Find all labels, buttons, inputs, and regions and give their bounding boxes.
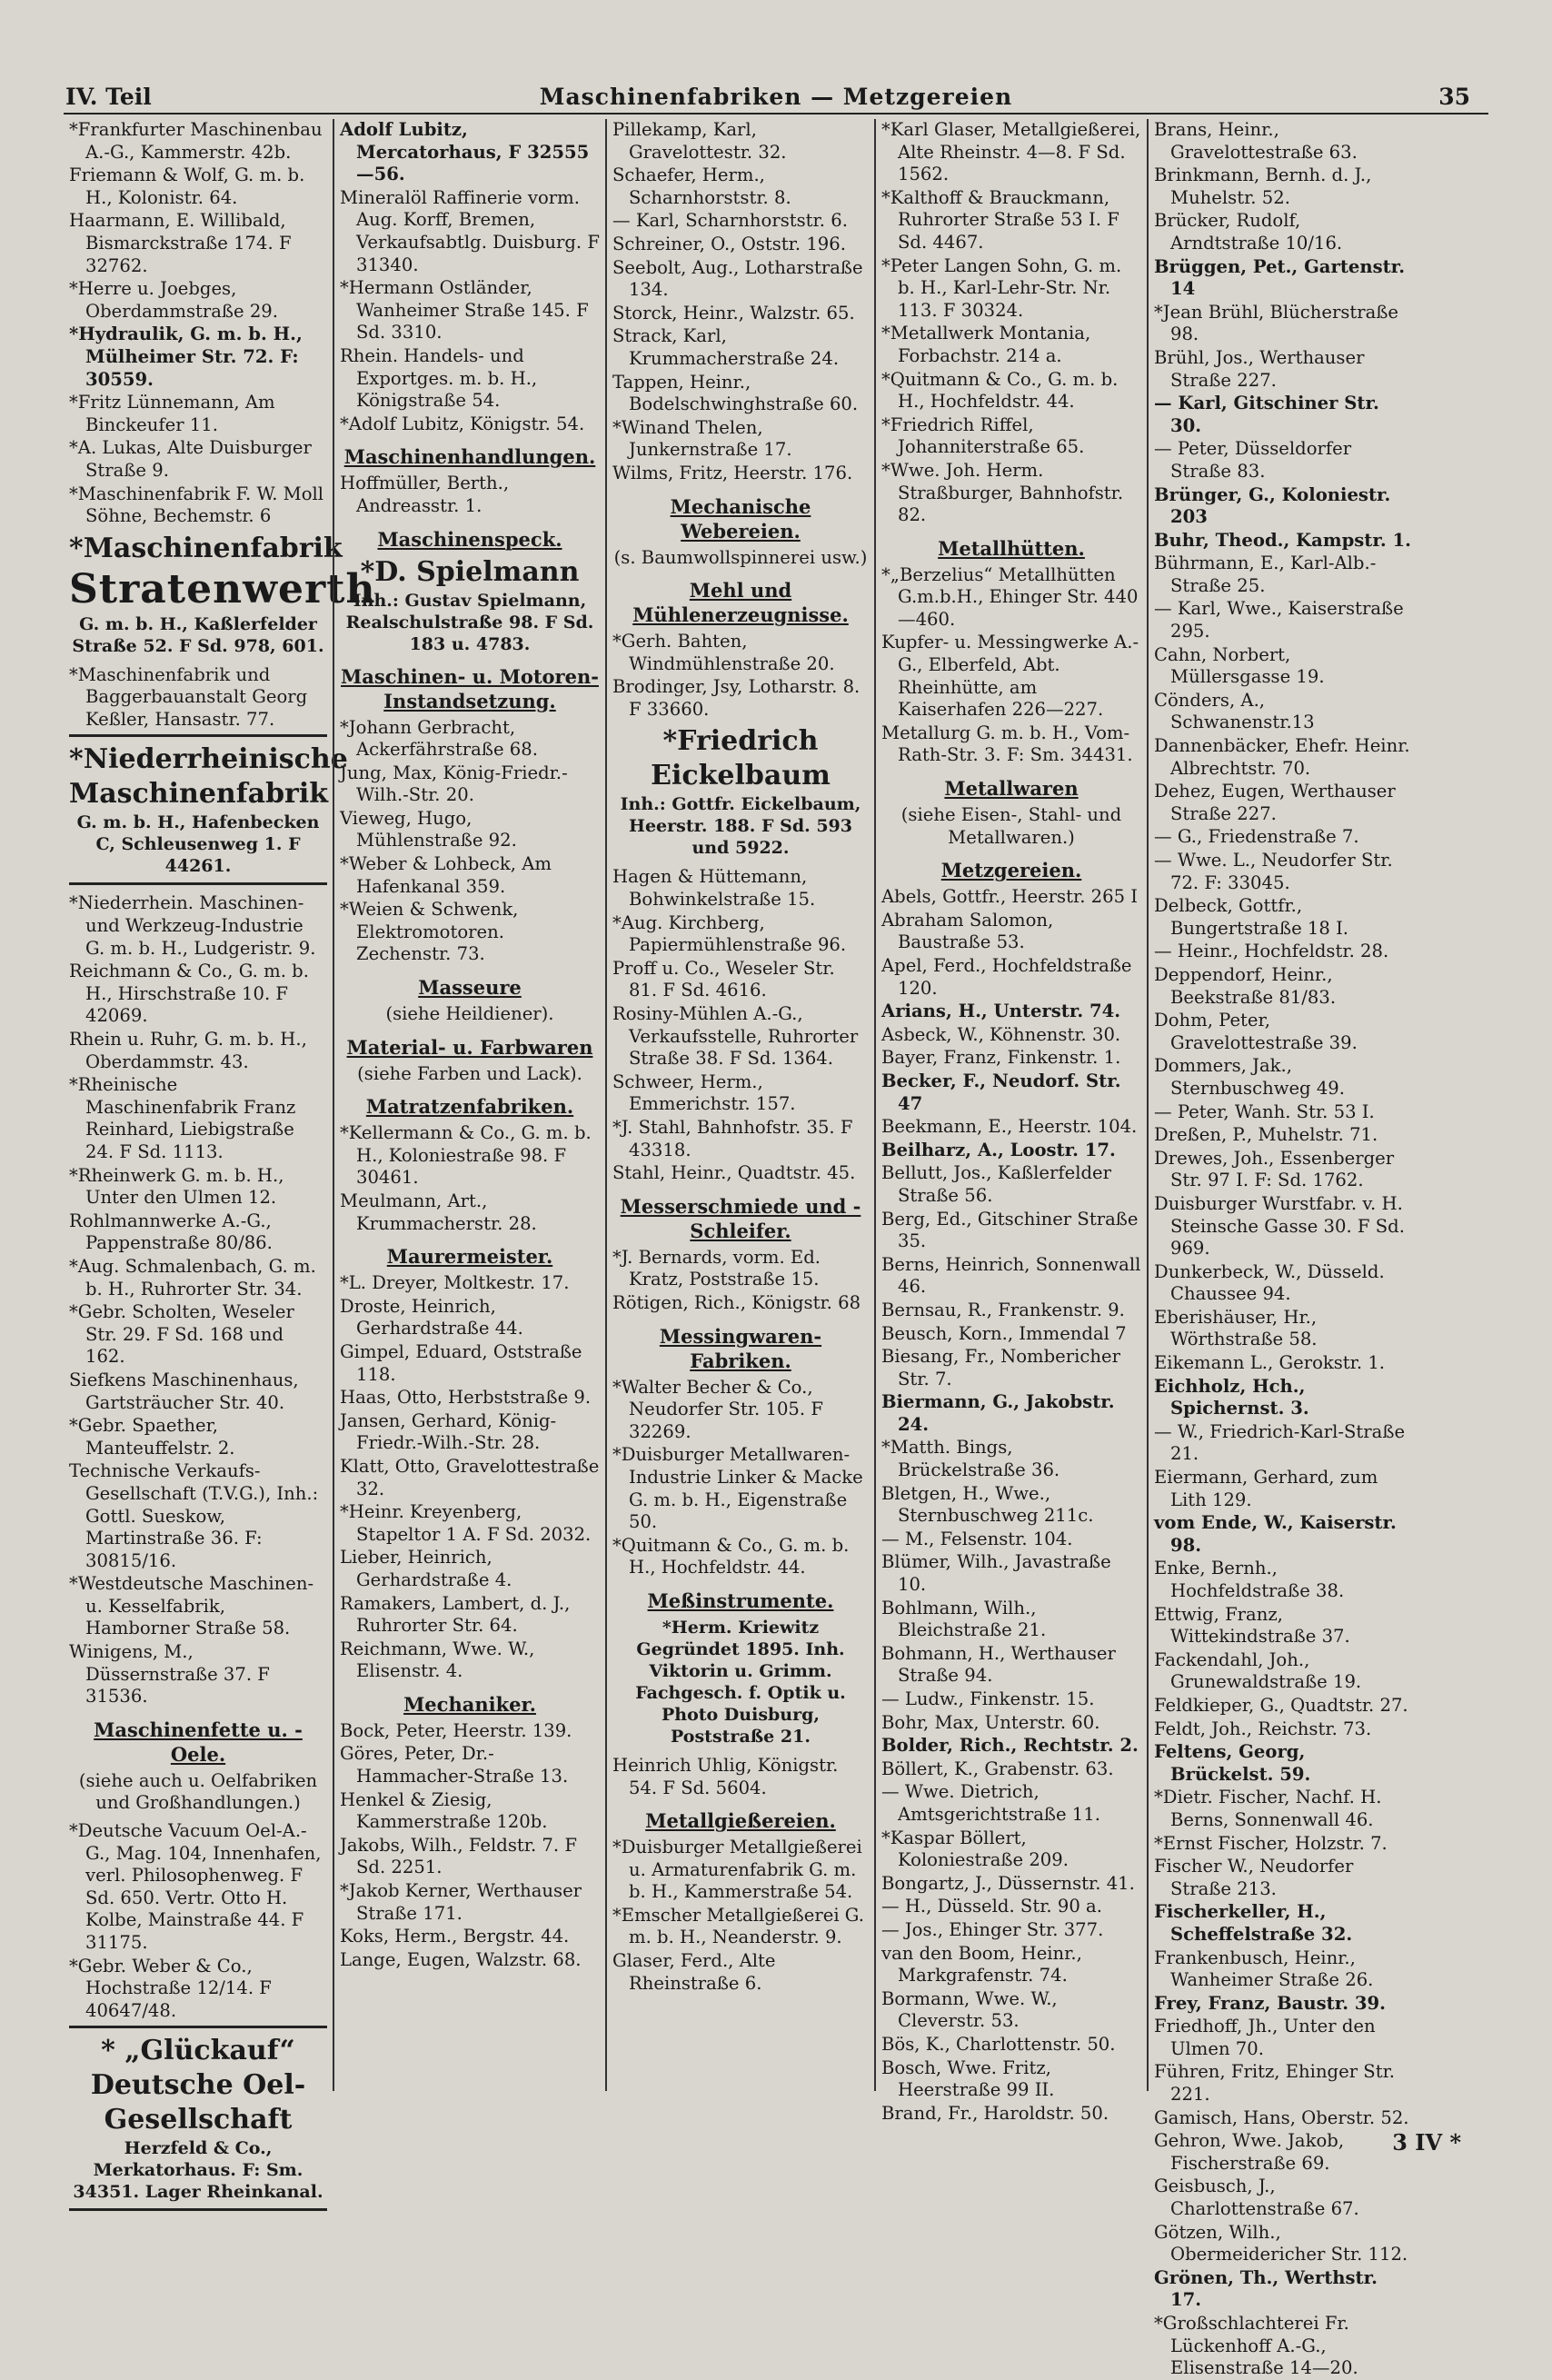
header-rule [64, 113, 1488, 115]
directory-entry: Biermann, G., Jakobstr. 24. [881, 1391, 1115, 1435]
directory-entry: *Walter Becher & Co., Neudorfer Str. 105. F 32269. [612, 1376, 823, 1442]
directory-entry: Wilms, Fritz, Heerstr. 176. [612, 462, 853, 483]
directory-entry: Rosiny-Mühlen A.-G., Verkaufsstelle, Ruhrorter Straße 38. F Sd. 1364. [612, 1003, 859, 1070]
directory-entry: Bormann, Wwe. W., Cleverstr. 53. [881, 1987, 1058, 2032]
directory-entry: Schweer, Herm., Emmerichstr. 157. [612, 1071, 796, 1115]
section-heading: Metzgereien. [940, 859, 1082, 882]
directory-entry: Haas, Otto, Herbststraße 9. [340, 1387, 592, 1409]
directory-entry: Dommers, Jak., Sternbuschweg 49. [1154, 1055, 1345, 1099]
directory-entry: Bongartz, J., Düssernstr. 41. [881, 1872, 1135, 1894]
directory-entry: Brühl, Jos., Werthauser Straße 227. [1154, 346, 1365, 391]
directory-entry: — G., Friedenstraße 7. [1154, 826, 1359, 848]
section-heading: Messerschmiede und -Schleifer. [620, 1194, 861, 1242]
directory-entry: Buhr, Theod., Kampstr. 1. [1154, 529, 1411, 551]
directory-entry: *Heinr. Kreyenberg, Stapeltor 1 A. F Sd. 2032. [340, 1501, 592, 1545]
directory-entry: Brücker, Rudolf, Arndtstraße 10/16. [1154, 210, 1343, 254]
advertisement-details: Inh.: Gottfr. Eickelbaum, Heerstr. 188. F Sd. 593 und 5922. [620, 794, 861, 859]
directory-entry: — Jos., Ehinger Str. 377. [881, 1918, 1104, 1940]
directory-entry: *Adolf Lubitz, Königstr. 54. [340, 413, 585, 434]
directory-entry: *Emscher Metallgießerei G. m. b. H., Neanderstr. 9. [612, 1904, 864, 1948]
directory-entry: Jung, Max, König-Friedr.-Wilh.-Str. 20. [340, 762, 568, 806]
section-heading: Messingwaren-Fabriken. [659, 1324, 822, 1372]
section-heading: Maschinenhandlungen. [343, 445, 596, 469]
directory-entry: *Rheinwerk G. m. b. H., Unter den Ulmen 12. [69, 1164, 284, 1209]
directory-entry: Siefkens Maschinenhaus, Gartsträucher Str. 40. [69, 1369, 299, 1413]
directory-entry: *Rheinische Maschinenfabrik Franz Reinhard, Liebigstraße 24. F Sd. 1113. [69, 1074, 296, 1162]
directory-entry: Asbeck, W., Köhnenstr. 30. [881, 1023, 1121, 1045]
directory-entry: Fischerkeller, H., Scheffelstraße 32. [1154, 1901, 1353, 1945]
section-heading: Metallgießereien. [645, 1809, 836, 1833]
directory-entry: *A. Lukas, Alte Duisburger Straße 9. [69, 437, 312, 481]
directory-entry: Dohm, Peter, Gravelottestraße 39. [1154, 1010, 1358, 1053]
directory-entry: — Heinr., Hochfeldstr. 28. [1154, 941, 1389, 962]
directory-entry: Eberishäuser, Hr., Wörthstraße 58. [1154, 1306, 1318, 1350]
cross-reference-note: (siehe Farben und Lack). [357, 1062, 582, 1084]
directory-entry: Seebolt, Aug., Lotharstraße 134. [612, 256, 863, 301]
page-footer-signature: 3 IV * [1392, 2129, 1461, 2156]
directory-entry: Lieber, Heinrich, Gerhardstraße 4. [340, 1547, 512, 1590]
column-4 [874, 119, 1147, 2124]
directory-entry: Bock, Peter, Heerstr. 139. [340, 1719, 572, 1741]
directory-entry: Rhein. Handels- und Exportges. m. b. H., Königstraße 54. [340, 344, 538, 412]
directory-entry: vom Ende, W., Kaiserstr. 98. [1154, 1512, 1397, 1556]
directory-entry: Brodinger, Jsy, Lotharstr. 8. F 33660. [612, 676, 861, 720]
directory-entry: *Karl Glaser, Metallgießerei, Alte Rheinstr. 4—8. F Sd. 1562. [881, 119, 1141, 185]
column-1 [64, 119, 376, 2203]
advertisement-block [612, 724, 869, 859]
directory-entry: Deppendorf, Heinr., Beekstraße 81/83. [1154, 963, 1337, 1008]
cross-reference-note: (s. Baumwollspinnerei usw.) [613, 546, 868, 568]
directory-entry: Pillekamp, Karl, Gravelottestr. 32. [612, 119, 787, 163]
directory-entry: Duisburger Wurstfabr. v. H. Steinsche Gasse 30. F Sd. 969. [1154, 1192, 1405, 1260]
header-part-label: IV. Teil [65, 84, 152, 110]
directory-entry: Beilharz, A., Loostr. 17. [881, 1139, 1116, 1160]
directory-entry: Führen, Fritz, Ehinger Str. 221. [1154, 2061, 1396, 2106]
page-header [64, 80, 1488, 116]
directory-entry: Delbeck, Gottfr., Bungertstraße 18 I. [1154, 895, 1349, 939]
directory-entry: Eikemann L., Gerokstr. 1. [1154, 1352, 1386, 1374]
directory-entry: *Deutsche Vacuum Oel-A.-G., Mag. 104, Innenhafen, verl. Philosophenweg. F Sd. 650. Vertr. Otto H. Kolbe, Mainstraße 44. F 31175. [69, 1820, 322, 1953]
directory-entry: Schreiner, O., Oststr. 196. [612, 233, 846, 254]
directory-entry: Vieweg, Hugo, Mühlenstraße 92. [340, 807, 517, 851]
column-5 [1147, 119, 1418, 2379]
advertisement-details: G. m. b. H., Kaßlerfelder Straße 52. F Sd. 978, 601. [72, 613, 324, 656]
column-2 [333, 119, 605, 2091]
directory-entry: Göres, Peter, Dr.-Hammacher-Straße 13. [340, 1743, 569, 1787]
directory-entry: *Hermann Ostländer, Wanheimer Straße 145. F Sd. 3310. [340, 277, 589, 344]
section-heading: Maschinen- u. Motoren-Instandsetzung. [341, 664, 599, 712]
directory-entry: *J. Bernards, vorm. Ed. Kratz, Poststraße 15. [612, 1246, 821, 1290]
directory-entry: Haarmann, E. Willibald, Bismarckstraße 174. F 32762. [69, 210, 292, 276]
directory-entry: Ramakers, Lambert, d. J., Ruhrorter Str. 64. [340, 1592, 571, 1637]
directory-entry: — Wwe. L., Neudorfer Str. 72. F: 33045. [1154, 850, 1393, 893]
directory-entry: Bellutt, Jos., Kaßlerfelder Straße 56. [881, 1162, 1111, 1206]
directory-entry: Klatt, Otto, Gravelottestraße 32. [340, 1455, 600, 1499]
directory-entry: Reichmann, Wwe. W., Elisenstr. 4. [340, 1638, 535, 1682]
directory-entry: *Frankfurter Maschinenbau A.-G., Kammerstr. 42b. [69, 119, 323, 163]
directory-entry: *Jakob Kerner, Werthauser Straße 171. [340, 1880, 582, 1924]
directory-entry: Tappen, Heinr., Bodelschwinghstraße 60. [612, 371, 859, 415]
cross-reference-note: (siehe auch u. Oelfabriken und Großhandlungen.) [78, 1769, 318, 1814]
directory-entry: Kupfer- u. Messingwerke A.-G., Elberfeld, Abt. Rheinhütte, am Kaiserhafen 226—227. [881, 632, 1139, 721]
directory-entry: Bohr, Max, Unterstr. 60. [881, 1711, 1100, 1733]
directory-entry: Mineralöl Raffinerie vorm. Aug. Korff, Bremen, Verkaufsabtlg. Duisburg. F 31340. [340, 186, 600, 275]
directory-entry: Henkel & Ziesig, Kammerstraße 120b. [340, 1788, 548, 1833]
directory-entry: Rötigen, Rich., Königstr. 68 [612, 1291, 861, 1313]
directory-entry: *Winand Thelen, Junkernstraße 17. [612, 416, 792, 461]
directory-entry: Friedhoff, Jh., Unter den Ulmen 70. [1154, 2016, 1376, 2059]
directory-entry: Bührmann, E., Karl-Alb.-Straße 25. [1154, 553, 1377, 596]
directory-entry: Eichholz, Hch., Spichernst. 3. [1154, 1375, 1309, 1419]
directory-entry: Apel, Ferd., Hochfeldstraße 120. [881, 955, 1132, 999]
advertisement-details: Inh.: Gustav Spielmann, Realschulstraße 98. F Sd. 183 u. 4783. [345, 590, 594, 654]
directory-entry: *Peter Langen Sohn, G. m. b. H., Karl-Lehr-Str. Nr. 113. F 30324. [881, 254, 1122, 321]
section-heading: Masseure [418, 976, 522, 1000]
advertisement-block [69, 532, 376, 657]
directory-entry: Beekmann, E., Heerstr. 104. [881, 1116, 1138, 1138]
section-heading: Maurermeister. [386, 1245, 553, 1269]
directory-entry: *Gebr. Weber & Co., Hochstraße 12/14. F 40647/48. [69, 1955, 272, 2021]
directory-entry: Bletgen, H., Wwe., Sternbuschweg 211c. [881, 1482, 1094, 1527]
directory-entry: *Kalthoff & Brauckmann, Ruhrorter Straße 53 I. F Sd. 4467. [881, 186, 1119, 253]
column-3 [605, 119, 874, 2091]
advertisement-details: Herzfeld & Co., Merkatorhaus. F: Sm. 34351. Lager Rheinkanal. [73, 2138, 323, 2203]
directory-entry: Feldkieper, G., Quadtstr. 27. [1154, 1694, 1408, 1716]
advertisement-block [340, 555, 600, 655]
directory-entry: Abraham Salomon, Baustraße 53. [881, 909, 1054, 953]
directory-entry: Gehron, Wwe. Jakob, Fischerstraße 69. [1154, 2130, 1345, 2174]
section-heading: Maschinenfette u. -Oele. [94, 1718, 303, 1766]
directory-entry: Bös, K., Charlottenstr. 50. [881, 2033, 1116, 2055]
advertisement-name: *Maschinenfabrik [69, 532, 343, 564]
directory-entry: *Quitmann & Co., G. m. b. H., Hochfeldstr. 44. [881, 368, 1119, 413]
directory-entry: Schaefer, Herm., Scharnhorststr. 8. [612, 164, 791, 208]
directory-entry: Bernsau, R., Frankenstr. 9. [881, 1299, 1125, 1320]
directory-entry: Meulmann, Art., Krummacherstr. 28. [340, 1190, 537, 1234]
directory-entry: Cahn, Norbert, Müllersgasse 19. [1154, 643, 1325, 688]
directory-entry: *Großschlachterei Fr. Lückenhoff A.-G., Elisenstraße 14—20. [1154, 2313, 1358, 2379]
directory-entry: Dunkerbeck, W., Düsseld. Chaussee 94. [1154, 1260, 1385, 1305]
section-heading: Metallwaren [944, 777, 1079, 801]
directory-entry: Strack, Karl, Krummacherstraße 24. [612, 325, 840, 369]
advertisement-block [612, 1617, 869, 1748]
directory-entry: *Jean Brühl, Blücherstraße 98. [1154, 301, 1399, 345]
directory-entry: *Fritz Lünnemann, Am Binckeufer 11. [69, 392, 275, 435]
directory-entry: Rhein u. Ruhr, G. m. b. H., Oberdammstr. 43. [69, 1029, 307, 1072]
directory-entry: Friemann & Wolf, G. m. b. H., Kolonistr. 64. [69, 164, 305, 208]
directory-entry: *Duisburger Metallgießerei u. Armaturenfabrik G. m. b. H., Kammerstraße 54. [612, 1837, 862, 1903]
directory-entry: Fischer W., Neudorfer Straße 213. [1154, 1856, 1354, 1899]
directory-entry: *Aug. Schmalenbach, G. m. b. H., Ruhrorter Str. 34. [69, 1255, 316, 1300]
directory-entry: *Hydraulik, G. m. b. H., Mülheimer Str. 72. F: 30559. [69, 324, 303, 390]
directory-entry: *Aug. Kirchberg, Papiermühlenstraße 96. [612, 911, 847, 956]
advertisement-block [69, 2026, 327, 2211]
directory-entry: — M., Felsenstr. 104. [881, 1528, 1073, 1549]
directory-entry: Bohlmann, Wilh., Bleichstraße 21. [881, 1597, 1047, 1641]
cross-reference-note: (siehe Heildiener). [385, 1003, 554, 1025]
directory-entry: Brand, Fr., Haroldstr. 50. [881, 2102, 1109, 2124]
directory-entry: *Quitmann & Co., G. m. b. H., Hochfeldstr. 44. [612, 1534, 850, 1578]
directory-entry: Enke, Bernh., Hochfeldstraße 38. [1154, 1558, 1345, 1601]
directory-entry: Bolder, Rich., Rechtstr. 2. [881, 1735, 1139, 1757]
directory-entry: van den Boom, Heinr., Markgrafenstr. 74. [881, 1942, 1082, 1987]
directory-entry: Ettwig, Franz, Wittekindstraße 37. [1154, 1603, 1350, 1648]
directory-entry: *Niederrhein. Maschinen- und Werkzeug-Industrie G. m. b. H., Ludgeristr. 9. [69, 892, 316, 959]
directory-entry: Fackendahl, Joh., Grunewaldstraße 19. [1154, 1648, 1362, 1693]
cross-reference-note: (siehe Eisen-, Stahl- und Metallwaren.) [900, 804, 1122, 848]
directory-entry: — W., Friedrich-Karl-Straße 21. [1154, 1420, 1406, 1465]
directory-entry: — H., Düsseld. Str. 90 a. [881, 1896, 1102, 1917]
directory-entry: Droste, Heinrich, Gerhardstraße 44. [340, 1295, 523, 1339]
directory-entry: Lange, Eugen, Walzstr. 68. [340, 1948, 582, 1970]
directory-entry: *Herre u. Joebges, Oberdammstraße 29. [69, 278, 279, 322]
directory-entry: Eiermann, Gerhard, zum Lith 129. [1154, 1467, 1378, 1510]
directory-entry: Jansen, Gerhard, König-Friedr.-Wilh.-Str. 28. [340, 1409, 557, 1454]
directory-entry: Heinrich Uhlig, Königstr. 54. F Sd. 5604. [612, 1754, 839, 1798]
directory-entry: Jakobs, Wilh., Feldstr. 7. F Sd. 2251. [340, 1834, 577, 1878]
directory-entry: Hoffmüller, Berth., Andreasstr. 1. [340, 473, 510, 516]
directory-entry: Cönders, A., Schwanenstr.13 [1154, 689, 1315, 733]
directory-entry: — Peter, Düsseldorfer Straße 83. [1154, 438, 1352, 482]
directory-entry: Storck, Heinr., Walzstr. 65. [612, 302, 855, 324]
directory-entry: *Gerh. Bahten, Windmühlenstraße 20. [612, 631, 835, 674]
directory-entry: Berns, Heinrich, Sonnenwall 46. [881, 1253, 1141, 1298]
directory-entry: — Ludw., Finkenstr. 15. [881, 1688, 1095, 1709]
directory-entry: Frey, Franz, Baustr. 39. [1154, 1992, 1386, 2014]
directory-columns [64, 119, 1418, 2379]
directory-entry: Brans, Heinr., Gravelottestraße 63. [1154, 119, 1358, 163]
section-heading: Meßinstrumente. [647, 1588, 834, 1612]
directory-entry: *L. Dreyer, Moltkestr. 17. [340, 1272, 570, 1294]
directory-entry: Böllert, K., Grabenstr. 63. [881, 1758, 1114, 1779]
directory-entry: Dreßen, P., Muhelstr. 71. [1154, 1124, 1378, 1146]
directory-entry: Brünger, G., Koloniestr. 203 [1154, 483, 1391, 528]
advertisement-name: *D. Spielmann [360, 555, 580, 588]
directory-entry: *Ernst Fischer, Holzstr. 7. [1154, 1832, 1388, 1854]
directory-entry: *„Berzelius“ Metallhütten G.m.b.H., Ehinger Str. 440—460. [881, 563, 1139, 630]
section-heading: Mehl und Mühlenerzeugnisse. [632, 579, 849, 627]
directory-entry: *Matth. Bings, Brückelstraße 36. [881, 1437, 1060, 1481]
advertisement-details: G. m. b. H., Hafenbecken C, Schleusenweg 1. F 44261. [76, 812, 320, 877]
directory-entry: *Dietr. Fischer, Nachf. H. Berns, Sonnenwall 46. [1154, 1787, 1382, 1830]
directory-entry: Bayer, Franz, Finkenstr. 1. [881, 1047, 1121, 1069]
directory-entry: Grönen, Th., Werthstr. 17. [1154, 2266, 1378, 2311]
directory-entry: Arians, H., Unterstr. 74. [881, 1001, 1121, 1022]
directory-entry: *Kellermann & Co., G. m. b. H., Koloniestraße 98. F 30461. [340, 1122, 592, 1189]
directory-entry: Metallurg G. m. b. H., Vom-Rath-Str. 3. F: Sm. 34431. [881, 722, 1133, 766]
directory-entry: *Weber & Lohbeck, Am Hafenkanal 359. [340, 853, 552, 897]
directory-entry: *J. Stahl, Bahnhofstr. 35. F 43318. [612, 1117, 853, 1160]
directory-entry: Drewes, Joh., Essenberger Str. 97 I. F: Sd. 1762. [1154, 1147, 1395, 1191]
section-heading: Maschinenspeck. [377, 527, 562, 551]
directory-entry: Becker, F., Neudorf. Str. 47 [881, 1070, 1121, 1114]
directory-entry: Frankenbusch, Heinr., Wanheimer Straße 26. [1154, 1947, 1374, 1991]
directory-entry: Gamisch, Hans, Oberstr. 52. [1154, 2106, 1409, 2128]
directory-entry: — Karl, Gitschiner Str. 30. [1154, 393, 1379, 436]
section-heading: Mechanische Webereien. [670, 494, 811, 543]
section-heading: Matratzenfabriken. [365, 1095, 574, 1119]
directory-entry: Götzen, Wilh., Obermeidericher Str. 112. [1154, 2221, 1408, 2265]
directory-entry: Gimpel, Eduard, Oststraße 118. [340, 1340, 582, 1385]
directory-entry: Berg, Ed., Gitschiner Straße 35. [881, 1208, 1139, 1252]
directory-entry: Reichmann & Co., G. m. b. H., Hirschstraße 10. F 42069. [69, 961, 309, 1027]
directory-entry: *Kaspar Böllert, Koloniestraße 209. [881, 1827, 1069, 1871]
directory-entry: *Weien & Schwenk, Elektromotoren. Zechenstr. 73. [340, 899, 519, 965]
advertisement-name: *Friedrich Eickelbaum [651, 725, 831, 792]
directory-entry: Koks, Herm., Bergstr. 44. [340, 1926, 570, 1947]
directory-entry: — Karl, Scharnhorststr. 6. [612, 210, 848, 232]
directory-entry: — Wwe. Dietrich, Amtsgerichtstraße 11. [881, 1781, 1100, 1825]
directory-entry: Bohmann, H., Werthauser Straße 94. [881, 1642, 1116, 1687]
section-heading: Material- u. Farbwaren [346, 1035, 593, 1059]
header-section-title: Maschinenfabriken — Metzgereien [539, 84, 1013, 110]
directory-entry: *Gebr. Spaether, Manteuffelstr. 2. [69, 1415, 235, 1459]
directory-entry: Winigens, M., Düssernstraße 37. F 31536. [69, 1641, 270, 1708]
directory-entry: Bosch, Wwe. Fritz, Heerstraße 99 II. [881, 2056, 1055, 2101]
directory-entry: Brüggen, Pet., Gartenstr. 14 [1154, 255, 1406, 300]
directory-entry: *Gebr. Scholten, Weseler Str. 29. F Sd. 168 und 162. [69, 1301, 294, 1368]
directory-entry: *Metallwerk Montania, Forbachstr. 214 a. [881, 323, 1091, 366]
directory-entry: *Wwe. Joh. Herm. Straßburger, Bahnhofstr. 82. [881, 459, 1124, 526]
advertisement-details: *Herm. Kriewitz Gegründet 1895. Inh. Viktorin u. Grimm. Fachgesch. f. Optik u. Photo Duisburg, Poststraße 21. [635, 1617, 846, 1747]
directory-entry: Adolf Lubitz, Mercatorhaus, F 32555—56. [340, 119, 590, 185]
directory-entry: *Friedrich Riffel, Johanniterstraße 65. [881, 413, 1085, 458]
directory-entry: Dehez, Eugen, Werthauser Straße 227. [1154, 781, 1396, 824]
directory-entry: Feltens, Georg, Brückelst. 59. [1154, 1741, 1311, 1785]
directory-entry: Beusch, Korn., Immendal 7 [881, 1322, 1127, 1344]
directory-entry: — Peter, Wanh. Str. 53 I. [1154, 1100, 1375, 1122]
directory-entry: Hagen & Hüttemann, Bohwinkelstraße 15. [612, 866, 816, 911]
advertisement-name: Stratenwerth [69, 565, 376, 612]
header-page-number: 35 [1438, 84, 1470, 110]
directory-entry: Geisbusch, J., Charlottenstraße 67. [1154, 2176, 1359, 2220]
advertisement-name: * „Glückauf“ Deutsche Oel-Gesellschaft [90, 2035, 306, 2136]
directory-entry: Proff u. Co., Weseler Str. 81. F Sd. 4616. [612, 957, 835, 1001]
directory-entry: Rohlmannwerke A.-G., Pappenstraße 80/86. [69, 1210, 273, 1254]
directory-entry: *Maschinenfabrik F. W. Moll Söhne, Bechemstr. 6 [69, 483, 324, 527]
directory-entry: *Johann Gerbracht, Ackerfährstraße 68. [340, 716, 538, 761]
directory-entry: Stahl, Heinr., Quadtstr. 45. [612, 1162, 856, 1184]
directory-entry: *Westdeutsche Maschinen- u. Kesselfabrik, Hamborner Straße 58. [69, 1573, 314, 1639]
advertisement-name: *Niederrheinische Maschinenfabrik [69, 743, 348, 811]
directory-entry: — Karl, Wwe., Kaiserstraße 295. [1154, 598, 1404, 642]
directory-entry: Feldt, Joh., Reichstr. 73. [1154, 1718, 1372, 1739]
directory-entry: *Maschinenfabrik und Baggerbauanstalt Georg Keßler, Hansastr. 77. [69, 663, 308, 730]
directory-entry: Technische Verkaufs-Gesellschaft (T.V.G.), Inh.: Gottl. Sueskow, Martinstraße 36. F: 30815/16. [69, 1460, 319, 1571]
directory-entry: *Duisburger Metallwaren-Industrie Linker & Macke G. m. b. H., Eigenstraße 50. [612, 1444, 863, 1533]
section-heading: Metallhütten. [938, 536, 1085, 560]
directory-entry: Blümer, Wilh., Javastraße 10. [881, 1551, 1111, 1596]
directory-entry: Abels, Gottfr., Heerstr. 265 I [881, 886, 1139, 908]
directory-entry: Dannenbäcker, Ehefr. Heinr. Albrechtstr. 70. [1154, 735, 1410, 779]
directory-entry: Glaser, Ferd., Alte Rheinstraße 6. [612, 1950, 776, 1994]
advertisement-block [69, 734, 348, 885]
directory-entry: Biesang, Fr., Nombericher Str. 7. [881, 1346, 1120, 1389]
section-heading: Mechaniker. [403, 1692, 536, 1716]
directory-entry: Brinkmann, Bernh. d. J., Muhelstr. 52. [1154, 164, 1372, 208]
